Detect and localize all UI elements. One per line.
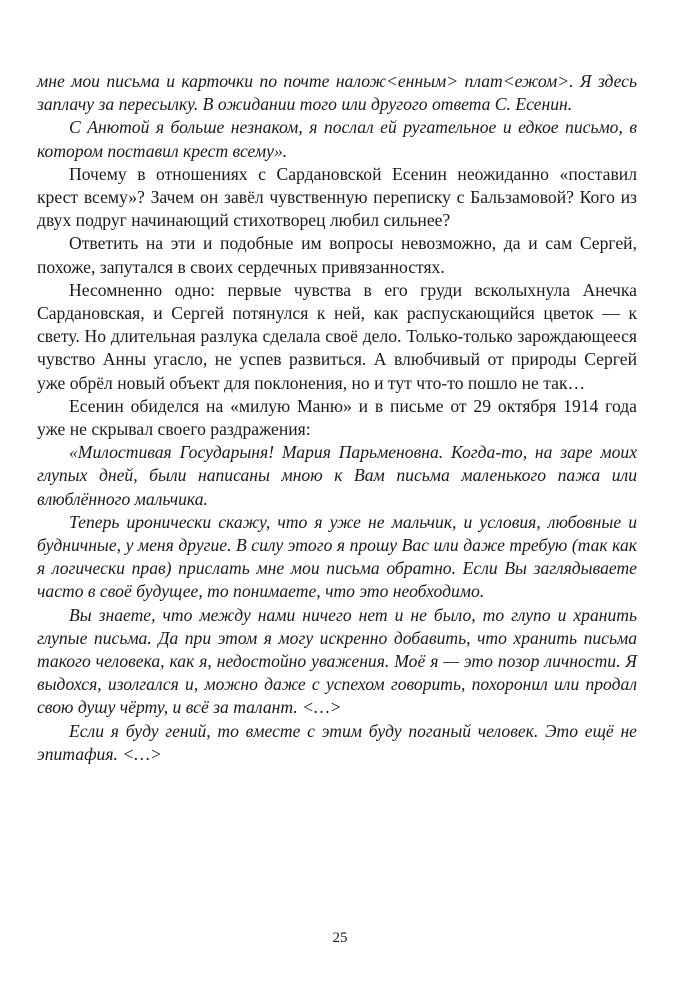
paragraph-first-feelings: Несомненно одно: первые чувства в его груди всколыхнула Анечка Сардановская, и Сергей потянулся к ней, как распускающийся цветок — к свету. Но длительная разлука сделала своё дело. Только-только зарождающееся чувство Анны угасло, не успев развиться. А влюбчивый от природы Сергей уже обрёл новый объект для поклонения, но и тут что-то пошло не так… <box>37 279 637 393</box>
paragraph-answer: Ответить на эти и подобные им вопросы невозможно, да и сам Сергей, похоже, запутался в своих сердечных привязанностях. <box>37 233 637 277</box>
paragraph-letter-salutation: «Милостивая Государыня! Мария Парьменовна. Когда-то, на заре моих глупых дней, были написаны мною к Вам письма маленького пажа или влюблённого мальчика. <box>37 442 637 509</box>
paragraph-letter-nothing: Вы знаете, что между нами ничего нет и не было, то глупо и хранить глупые письма. Да при этом я могу искренно добавить, что хранить письма такого человека, как я, недостойно уважения. Моё я — это позор личности. Я выдохся, изолгался и, можно даже с успехом говорить, похоронил или продал свою душу чёрту, и всё за талант. <…> <box>37 604 637 718</box>
paragraph-letter-end: мне мои письма и карточки по почте налож<енным> плат<ежом>. Я здесь заплачу за пересылку. В ожидании того или другого ответа С. Есенин. <box>37 71 637 115</box>
paragraph-offended: Есенин обиделся на «милую Маню» и в письме от 29 октября 1914 года уже не скрывал своего раздражения: <box>37 395 637 440</box>
paragraph-anyuta: С Анютой я больше незнаком, я послал ей ругательное и едкое письмо, в котором поставил крест всему». <box>37 117 637 161</box>
paragraph-letter-ironic: Теперь иронически скажу, что я уже не мальчик, и условия, любовные и будничные, у меня другие. В силу этого я прошу Вас или даже требую (так как я логически прав) прислать мне мои письма обратно. Если Вы заглядываете часто в своё будущее, то понимаете, что это необходимо. <box>37 511 637 602</box>
paragraph-letter-genius: Если я буду гений, то вместе с этим буду поганый человек. Это ещё не эпитафия. <…> <box>37 720 637 764</box>
page-number: 25 <box>332 930 348 946</box>
page-body <box>37 70 637 766</box>
paragraph-questions: Почему в отношениях с Сардановской Есенин неожиданно «поставил крест всему»? Зачем он завёл чувственную переписку с Бальзамовой? Кого из двух подруг начинающий стихотворец любил сильнее? <box>37 163 637 231</box>
